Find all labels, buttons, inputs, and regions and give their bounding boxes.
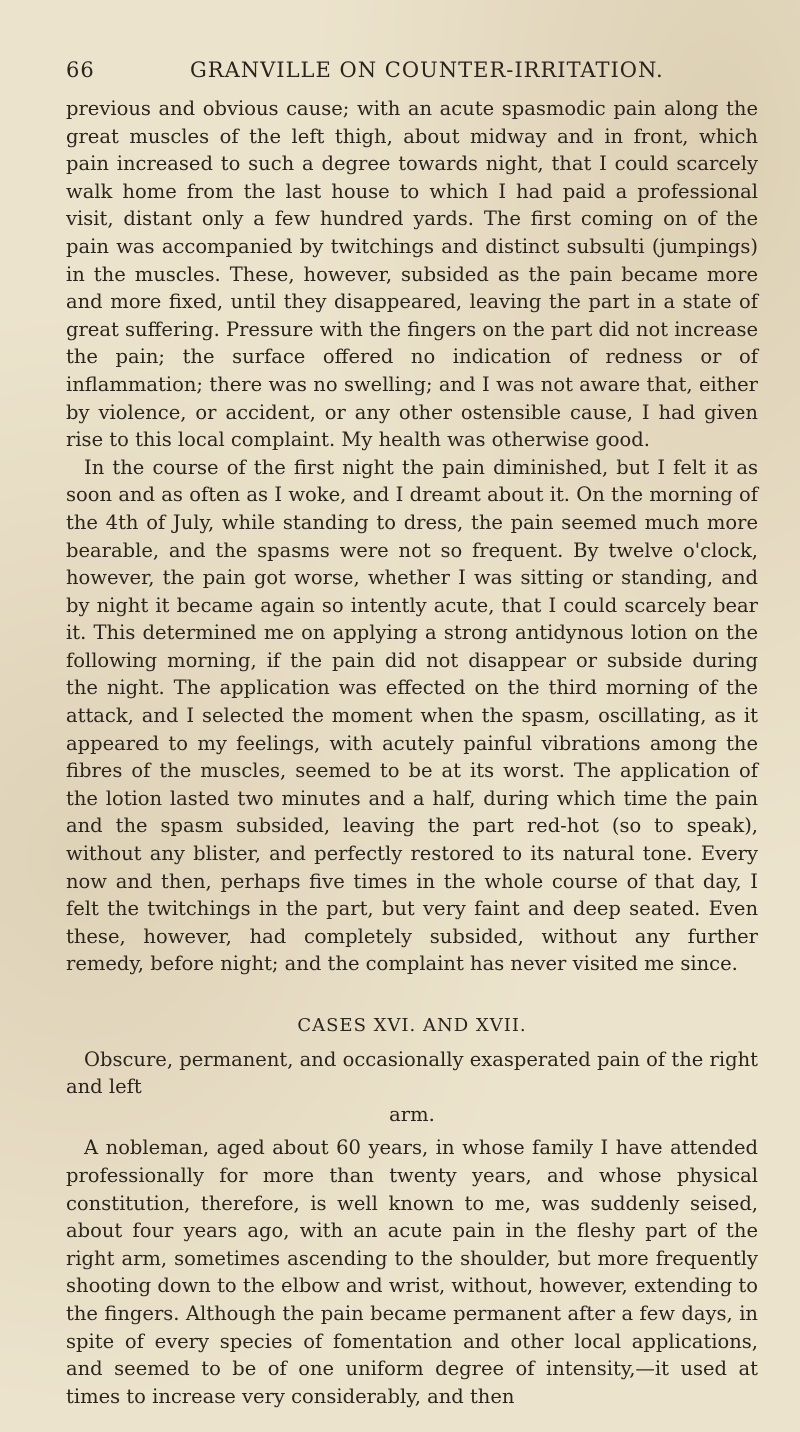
section-heading: CASES XVI. AND XVII. [297, 1015, 527, 1036]
page-number: 66 [66, 58, 95, 82]
paragraph: In the course of the first night the pain diminished, but I felt it as soon and as often as I woke, and I dreamt about it. On the morning of the 4th of July, while standing to dress, the pain seemed much more bearable, and the spasms were not so frequent. By twelve o'clock, however, the pain got worse, whether I was sitting or standing, and by night it became again so intently acute, that I could scarcely bear it. This determined me on applying a strong antidynous lotion on the following morning, if the pain did not disappear or subside during the night. The application was effected on the third morning of the attack, and I selected the moment when the spasm, oscillating, as it appeared to my feelings, with acutely painful vibrations among the fibres of the muscles, seemed to be at its worst. The application of the lotion lasted two minutes and a half, during which time the pain and the spasm subsided, leaving the part red-hot (so to speak), without any blister, and perfectly restored to its natural tone. Every now and then, perhaps five times in the whole course of that day, I felt the twitchings in the part, but very faint and deep seated. Even these, however, had completely subsided, without any further remedy, before night; and the complaint has never visited me since. [66, 455, 758, 976]
section-description-end: arm. [389, 1102, 435, 1126]
running-title: GRANVILLE ON COUNTER-IRRITATION. [190, 58, 664, 82]
page-body [66, 95, 758, 1410]
section-paragraph: A nobleman, aged about 60 years, in whose family I have attended professionally for more than twenty years, and whose physical constitution, therefore, is well known to me, was suddenly seised, about four years ago, with an acute pain in the fleshy part of the right arm, sometimes ascending to the shoulder, but more frequently shooting down to the elbow and wrist, without, however, extending to the fingers. Although the pain became permanent after a few days, in spite of every species of fomentation and other local applications, and seemed to be of one uniform degree of intensity,—it used at times to increase very considerably, and then [66, 1136, 758, 1408]
section-description: Obscure, permanent, and occasionally exasperated pain of the right and left [66, 1047, 758, 1099]
page-header [66, 58, 686, 88]
paragraph-continued: previous and obvious cause; with an acute spasmodic pain along the great muscles of the left thigh, about midway and in front, which pain increased to such a degree towards night, that I could scarcely walk home from the last house to which I had paid a professional visit, distant only a few hundred yards. The first coming on of the pain was accompanied by twitchings and distinct subsulti (jumpings) in the muscles. These, however, subsided as the pain became more and more fixed, until they disappeared, leaving the part in a state of great suffering. Pressure with the fingers on the part did not increase the pain; the surface offered no indication of redness or of inflammation; there was no swelling; and I was not aware that, either by violence, or accident, or any other ostensible cause, I had given rise to this local complaint. My health was otherwise good. [66, 97, 758, 452]
